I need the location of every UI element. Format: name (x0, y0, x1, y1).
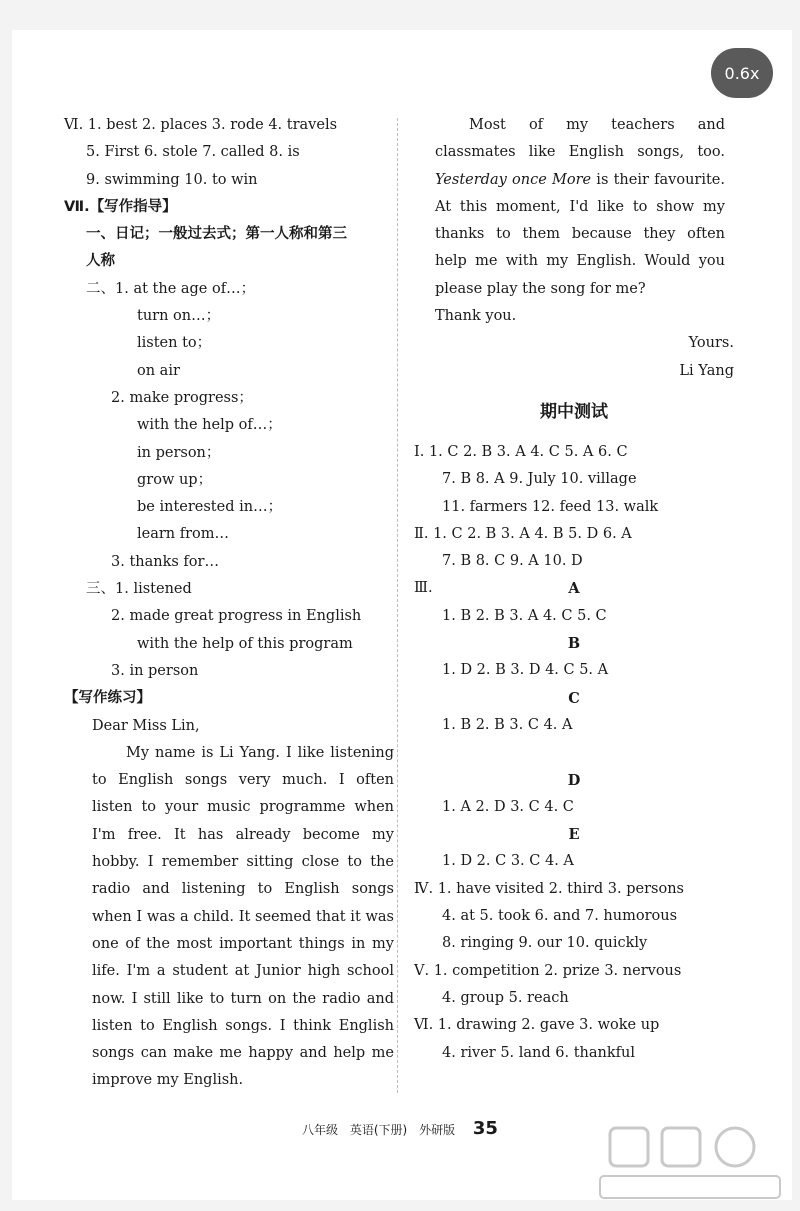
part2-line: Ⅱ. 1. C 2. B 3. A 4. B 5. D 6. A (414, 525, 632, 542)
part3-D-label: D (567, 771, 581, 789)
sec6-line-3: 9. swimming 10. to win (86, 171, 258, 188)
writing-guide-1b: 人称 (86, 253, 115, 270)
part3-B-answers: 1. D 2. B 3. D 4. C 5. A (442, 662, 609, 679)
phrase-item: with the help of…； (137, 417, 282, 434)
part3-header (414, 575, 734, 602)
phrase-item: turn on…； (137, 308, 221, 325)
part3-C-label: C (568, 689, 580, 707)
part1-line: 11. farmers 12. feed 13. walk (442, 498, 659, 515)
letter-paragraph-1 (64, 740, 394, 1095)
answer-three-item: with the help of this program (137, 635, 353, 652)
footer-grade: 八年级 (302, 1123, 339, 1137)
part5-line: Ⅴ. 1. competition 2. prize 3. nervous (414, 962, 682, 979)
part4-line: Ⅳ. 1. have visited 2. third 3. persons (414, 880, 684, 897)
answer-three-item: 2. made great progress in English (111, 608, 362, 625)
answer-three-item: 3. in person (111, 662, 199, 679)
letter-paragraph-1-text: My name is Li Yang. I like listening to English songs very much. I often listen to your music programme when I'm free. It has already become my hobby. I remember sitting close to the radio and listening to English songs when I was a child. It seemed that it was one of the most important things in my life. I'm a student at Junior high school now. I still like to turn on the radio and listen to English songs. I think English songs can make me happy and help me improve my English. (92, 744, 394, 1089)
phrase-item: 3. thanks for… (111, 553, 219, 570)
phrase-item: in person； (137, 444, 221, 461)
phrase-item: on air (137, 362, 180, 379)
part6-line: 4. river 5. land 6. thankful (442, 1044, 636, 1061)
part3-E-label: E (568, 826, 580, 844)
part4-line: 4. at 5. took 6. and 7. humorous (442, 908, 678, 925)
sec7-heading: Ⅶ.【写作指导】 (64, 198, 177, 215)
writing-guide-1: 一、日记；一般过去式；第一人称和第三 (86, 226, 347, 243)
phrase-item: listen to； (137, 335, 212, 352)
letter-closing-yours: Yours. (688, 335, 734, 352)
letter-signature: Li Yang (679, 362, 734, 379)
practice-heading: 【写作练习】 (64, 690, 151, 707)
footer-subject: 英语(下册) (349, 1123, 408, 1137)
phrase-item: 2. make progress； (111, 389, 253, 406)
sec6-line-1: Ⅵ. 1. best 2. places 3. rode 4. travels (64, 117, 338, 133)
sec6-line-2: 5. First 6. stole 7. called 8. is (86, 144, 300, 161)
part4-line: 8. ringing 9. our 10. quickly (442, 935, 648, 952)
letter-closing-thanks: Thank you. (435, 308, 517, 325)
column-divider (397, 118, 398, 1093)
phrase-item: learn from… (137, 526, 230, 543)
part6-line: Ⅵ. 1. drawing 2. gave 3. woke up (414, 1017, 660, 1034)
part1-line: Ⅰ. 1. C 2. B 3. A 4. C 5. A 6. C (414, 443, 628, 460)
part3-A-label: A (568, 580, 580, 598)
letter-salutation: Dear Miss Lin, (92, 717, 200, 734)
watermark-logo-icon (590, 1120, 790, 1205)
part3-C-answers: 1. B 2. B 3. C 4. A (442, 716, 573, 733)
part1-line: 7. B 8. A 9. July 10. village (442, 471, 637, 488)
left-column (64, 112, 394, 1095)
letter-paragraph-2-text-a: Most of my teachers and classmates like English songs, too. (435, 117, 725, 161)
part3-A-answers: 1. B 2. B 3. A 4. C 5. C (442, 607, 607, 624)
playback-speed-badge[interactable]: 0.6x (711, 48, 773, 98)
part5-line: 4. group 5. reach (442, 989, 569, 1006)
phrase-item: be interested in…； (137, 499, 283, 516)
letter-paragraph-2 (414, 112, 725, 303)
part3-B-label: B (567, 635, 581, 653)
right-column (414, 112, 734, 1067)
letter-paragraph-2-text-b: is their favourite. At this moment, I'd like to show my thanks to them because they often help me with my English. Would you please play the song for me? (435, 171, 725, 297)
midterm-test-title: 期中测试 (540, 401, 608, 422)
part3-E-answers: 1. D 2. C 3. C 4. A (442, 853, 574, 870)
part2-line: 7. B 8. C 9. A 10. D (442, 553, 583, 570)
song-title: Yesterday once More (435, 171, 592, 188)
spacer (414, 739, 734, 766)
part3-label: Ⅲ. (414, 580, 433, 597)
page-number: 35 (472, 1118, 498, 1139)
part3-D-answers: 1. A 2. D 3. C 4. C (442, 798, 574, 815)
phrase-item: 二、1. at the age of…； (86, 280, 256, 297)
footer-edition: 外研版 (419, 1123, 456, 1137)
answer-three-item: 三、1. listened (86, 581, 192, 598)
phrase-item: grow up； (137, 471, 213, 488)
